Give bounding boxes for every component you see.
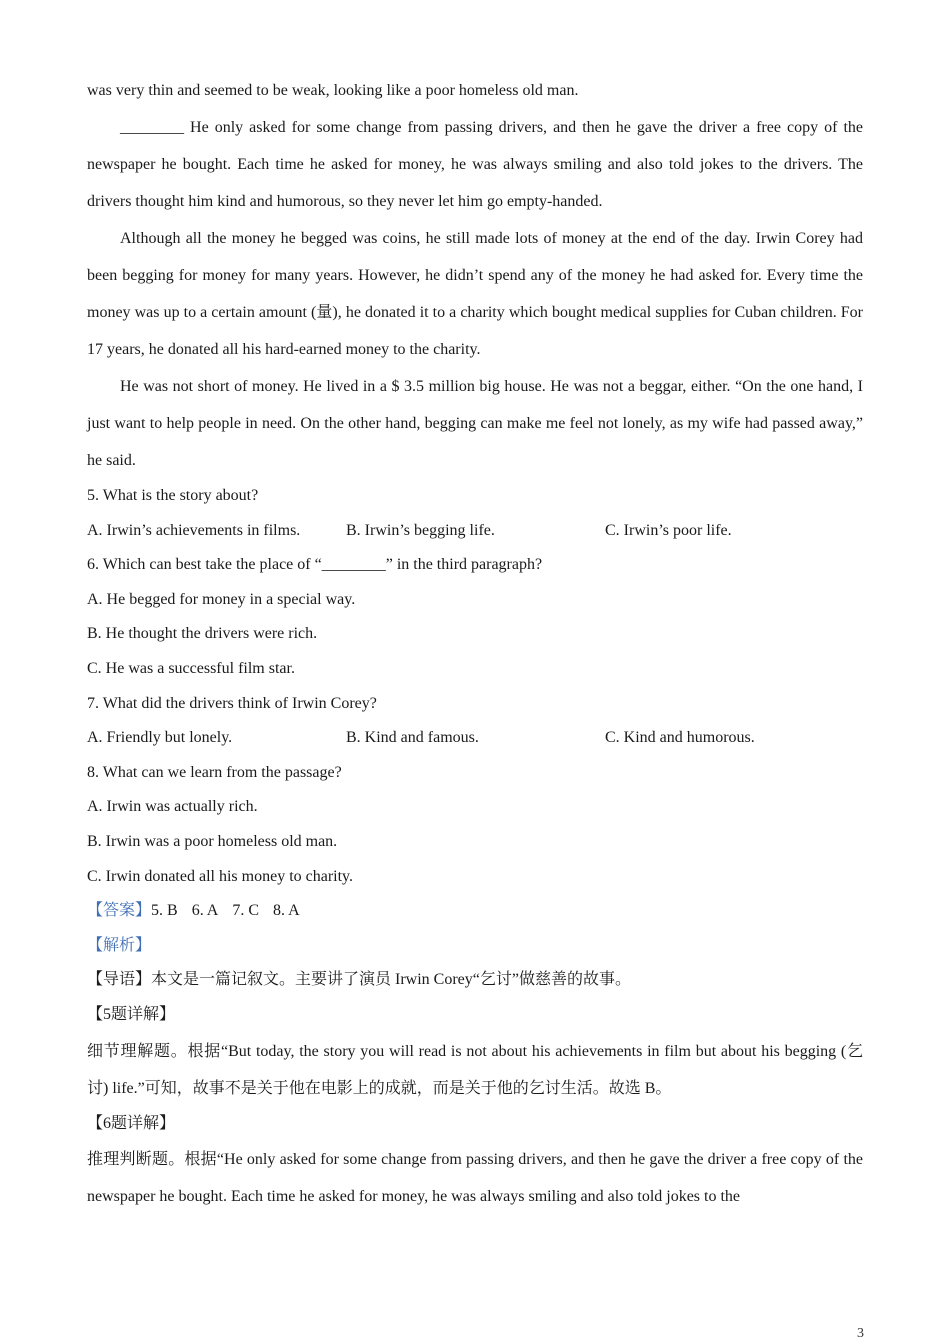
q6-analysis-heading: 【6题详解】 bbox=[87, 1114, 176, 1132]
option-c: C. Kind and humorous. bbox=[605, 729, 755, 747]
passage-paragraph: was very thin and seemed to be weak, looking like a poor homeless old man. bbox=[87, 82, 579, 99]
question-stem: 5. What is the story about? bbox=[87, 487, 259, 504]
option-b: B. He thought the drivers were rich. bbox=[87, 625, 318, 643]
q6-analysis-text: 推理判断题。根据“He only asked for some change from passing drivers, and then he gave the driver a free copy of the newspaper he bought. Each time he asked for money, he was always smiling and also told jokes to the bbox=[87, 1151, 863, 1206]
option-b: B. Irwin was a poor homeless old man. bbox=[87, 832, 338, 850]
passage-paragraph: He was not short of money. He lived in a $ 3.5 million big house. He was not a beggar, either. “On the one hand, I just want to help people in need. On the other hand, begging can make me feel not lonely, as my wife had passed away,” he said. bbox=[87, 378, 863, 469]
question-stem: 8. What can we learn from the passage? bbox=[87, 763, 342, 781]
passage-paragraph: ________ He only asked for some change from passing drivers, and then he gave the driver a free copy of the newspaper he bought. Each time he asked for money, he was always smiling and also told jokes to the drivers. The drivers thought him kind and humorous, so they never let him go empty-handed. bbox=[87, 119, 863, 210]
answer-item: 7. C bbox=[232, 902, 260, 920]
q5-analysis-text: 细节理解题。根据“But today, the story you will read is not about his achievements in film but about his begging (乞讨) life.”可知，故事不是关于他在电影上的成就，而是关于他的乞讨生活。故选 B。 bbox=[87, 1042, 863, 1097]
option-c: C. Irwin donated all his money to charity. bbox=[87, 867, 354, 885]
analysis-intro: 【导语】本文是一篇记叙文。主要讲了演员 Irwin Corey“乞讨”做慈善的故事。 bbox=[87, 971, 631, 989]
analysis-label: 【解析】 bbox=[87, 936, 152, 954]
answer-item: 6. A bbox=[191, 902, 219, 920]
option-c: C. Irwin’s poor life. bbox=[605, 521, 732, 539]
page-number: 3 bbox=[857, 1326, 864, 1341]
passage-paragraph: Although all the money he begged was coins, he still made lots of money at the end of the day. Irwin Corey had been begging for money for many years. However, he didn’t spend any of the money he had asked for. Every time the money was up to a certain amount (量), he donated it to a charity which bought medical supplies for Cuban children. For 17 years, he donated all his hard-earned money to the charity. bbox=[87, 230, 863, 358]
question-options bbox=[87, 514, 863, 549]
option-a: A. He begged for money in a special way. bbox=[87, 590, 356, 608]
option-b: B. Irwin’s begging life. bbox=[346, 521, 495, 539]
answer-item: 5. B bbox=[151, 902, 178, 920]
option-b: B. Kind and famous. bbox=[346, 729, 479, 747]
option-c: C. He was a successful film star. bbox=[87, 659, 295, 677]
answer-item: 8. A bbox=[273, 902, 300, 920]
option-a: A. Irwin was actually rich. bbox=[87, 798, 258, 816]
q5-analysis-heading: 【5题详解】 bbox=[87, 1005, 176, 1023]
question-options bbox=[87, 721, 863, 756]
question-stem: 6. Which can best take the place of “________” in the third paragraph? bbox=[87, 556, 543, 574]
answer-label: 【答案】 bbox=[87, 902, 152, 920]
document-page bbox=[87, 72, 863, 1215]
option-a: A. Irwin’s achievements in films. bbox=[87, 521, 301, 539]
option-a: A. Friendly but lonely. bbox=[87, 729, 233, 747]
answer-line bbox=[87, 894, 863, 929]
question-stem: 7. What did the drivers think of Irwin Corey? bbox=[87, 694, 377, 712]
